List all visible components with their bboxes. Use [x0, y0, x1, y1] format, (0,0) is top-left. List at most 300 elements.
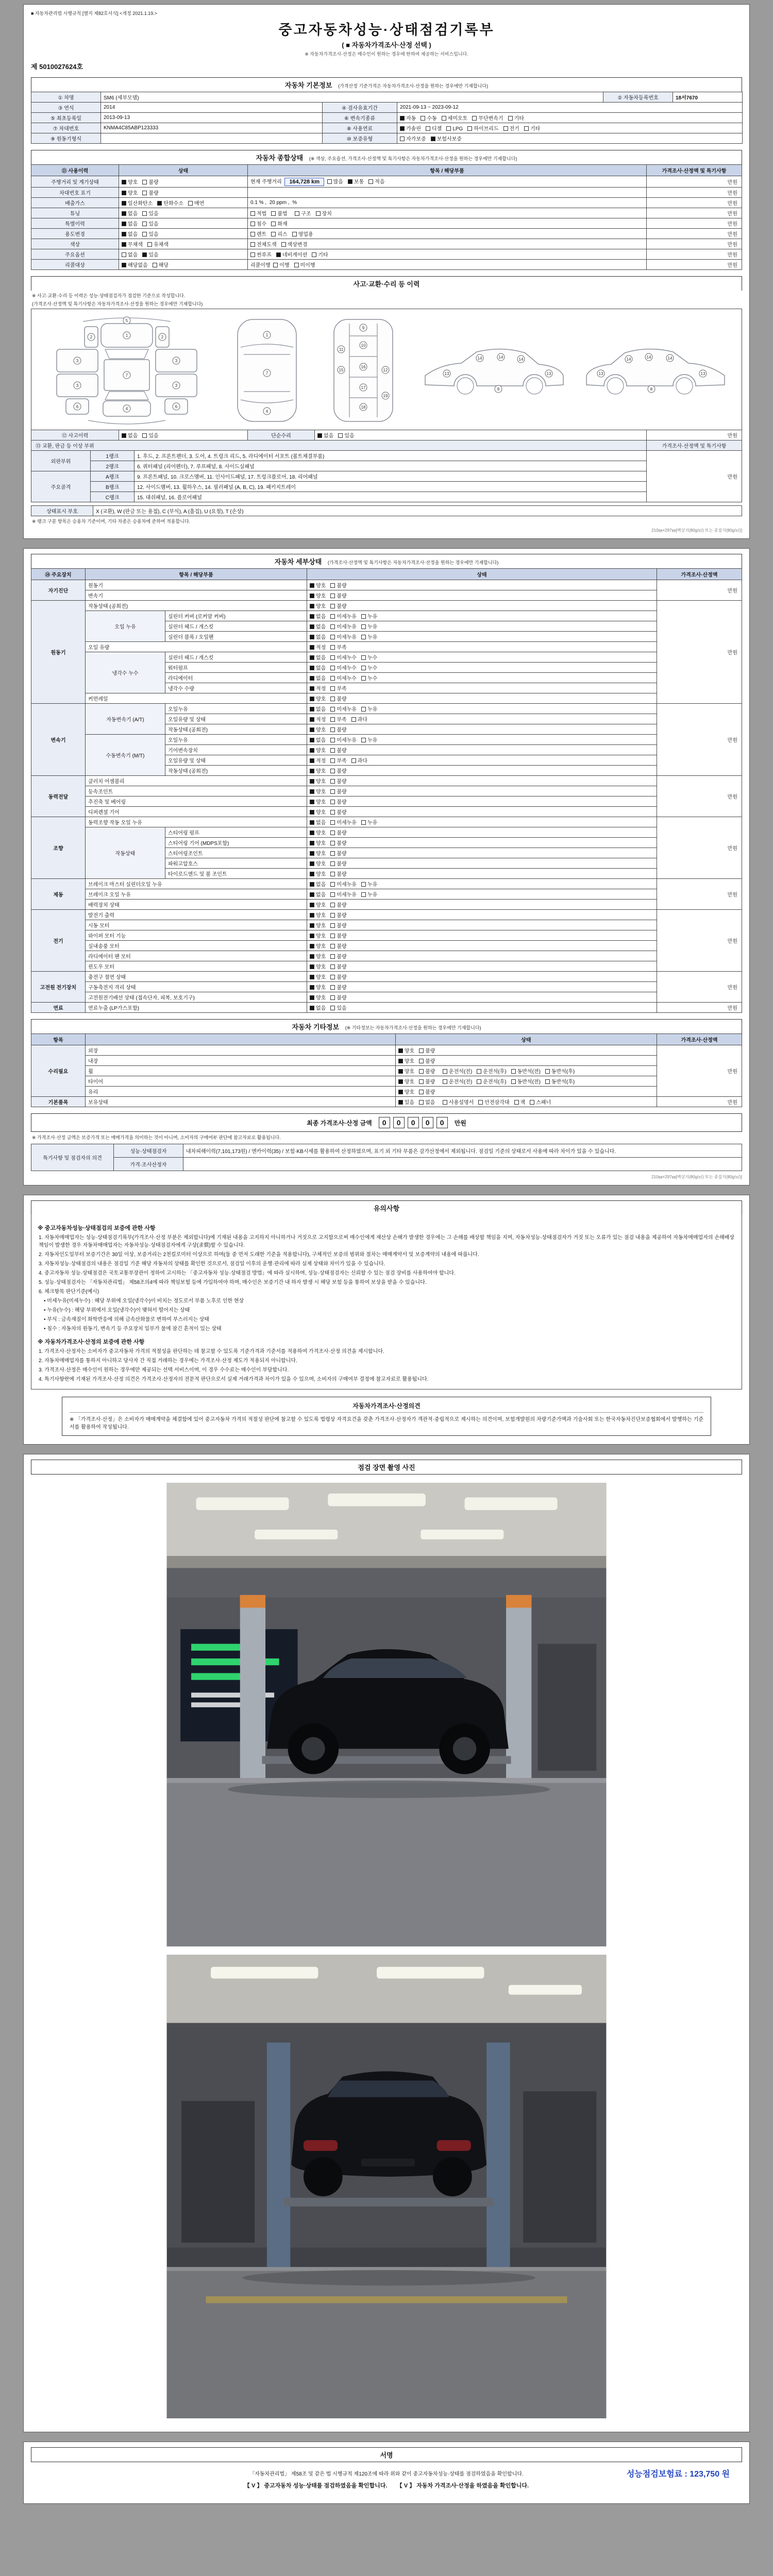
- checkbox-없음[interactable]: 없음: [310, 736, 326, 743]
- checkbox-전체도색[interactable]: 전체도색: [250, 240, 277, 248]
- state-cell: [307, 961, 657, 972]
- item-label: 고전원전기배선 상태 (접속단자, 피복, 보호기구): [86, 992, 307, 1003]
- rank-label: 2랭크: [91, 461, 135, 471]
- checkbox-미세누유[interactable]: 미세누유: [330, 705, 357, 713]
- item-label: 오일누유: [165, 735, 307, 745]
- checkbox-구조[interactable]: 구조: [295, 209, 311, 217]
- checkbox-불량[interactable]: 불량: [330, 942, 346, 950]
- svg-text:3: 3: [76, 383, 78, 388]
- checkbox-미세누수[interactable]: 미세누수: [330, 674, 357, 682]
- checkbox-누유[interactable]: 누유: [361, 705, 377, 713]
- checkbox-불량[interactable]: 불량: [330, 767, 346, 774]
- item-label: 기어변속장치: [165, 745, 307, 755]
- checkbox-box-icon: [122, 232, 126, 236]
- checkbox-불량[interactable]: 불량: [330, 911, 346, 919]
- checkbox-양호[interactable]: 양호: [398, 1077, 414, 1085]
- checkbox-양호[interactable]: 양호: [310, 849, 326, 857]
- checkbox-해당[interactable]: 해당: [153, 261, 169, 268]
- checkbox-box-icon: [310, 934, 314, 938]
- document-number: 제 5010027624호: [31, 63, 83, 71]
- checkbox-동반석(후)[interactable]: 동반석(후): [545, 1077, 575, 1085]
- checkbox-불량[interactable]: 불량: [330, 973, 346, 980]
- checkbox-양호[interactable]: 양호: [310, 911, 326, 919]
- checkbox-양호[interactable]: 양호: [310, 931, 326, 939]
- checkbox-양호[interactable]: 양호: [398, 1046, 414, 1054]
- checkbox-침수[interactable]: 침수: [250, 219, 266, 227]
- checkbox-불량[interactable]: 불량: [330, 808, 346, 816]
- checkbox-box-icon: [443, 1069, 447, 1074]
- amount-cell: 만원: [647, 218, 742, 229]
- checkbox-수동[interactable]: 수동: [421, 114, 436, 122]
- checkbox-유채색[interactable]: 유채색: [147, 240, 169, 248]
- checkbox-box-icon: [477, 1079, 481, 1084]
- items-cell: [248, 188, 647, 198]
- checkbox-불량[interactable]: 불량: [330, 828, 346, 836]
- checkbox-누수[interactable]: 누수: [361, 674, 377, 682]
- checkbox-없음[interactable]: 없음: [419, 1098, 435, 1106]
- state-cell: [307, 601, 657, 611]
- checkbox-없음[interactable]: 없음: [310, 1004, 326, 1011]
- checkbox-운전석(전)[interactable]: 운전석(전): [443, 1067, 472, 1075]
- checkbox-양호[interactable]: 양호: [398, 1088, 414, 1095]
- opinion-label: 특기사항 및 점검자의 의견: [31, 1144, 114, 1171]
- checkbox-탄화수소[interactable]: 탄화수소: [157, 199, 183, 207]
- svg-text:8: 8: [650, 387, 653, 392]
- checkbox-box-icon: [310, 583, 314, 588]
- checkbox-불량[interactable]: 불량: [330, 901, 346, 908]
- item-label: 추진축 및 베어링: [86, 796, 307, 807]
- detail-row: [31, 827, 742, 838]
- checkbox-있음[interactable]: 있음: [398, 1098, 414, 1106]
- section-title-overall: 자동차 종합상태 (※ 색상, 주요옵션, 가격조사·산정액 및 특기사항은 자동차가격조사·산정을 원하는 경우에만 기재합니다): [31, 150, 742, 164]
- checkbox-없음[interactable]: 없음: [122, 250, 138, 258]
- notice-paragraph: 4. 중고자동차 성능·상태점검은 국토교통부장관이 정하여 고시하는 「중고자동차 성능·상태점검 방법」에 따라 실시하며, 성능·상태점검자는 신뢰할 수 있는 점검 장비를 사용하여야 합니다.: [39, 1270, 456, 1276]
- detail-row: [31, 972, 742, 982]
- checkbox-미세누유[interactable]: 미세누유: [330, 736, 357, 743]
- checkbox-box-icon: [250, 252, 255, 257]
- device-label: 기본품목: [31, 1097, 86, 1107]
- checkbox-box-icon: [330, 758, 335, 763]
- checkbox-미세누수[interactable]: 미세누수: [330, 664, 357, 671]
- checkbox-없음[interactable]: 없음: [310, 890, 326, 898]
- checkbox-자동[interactable]: 자동: [400, 114, 416, 122]
- item-label: 구동축전지 격리 상태: [86, 982, 307, 992]
- checkbox-양호[interactable]: 양호: [310, 581, 326, 589]
- svg-text:19: 19: [383, 394, 388, 398]
- checkbox-불량[interactable]: 불량: [330, 962, 346, 970]
- checkbox-부족[interactable]: 부족: [330, 643, 346, 651]
- detail-row: [31, 693, 742, 704]
- rank-items: 12. 사이드멤버, 13. 휠하우스, 14. 필러패널 (A, B, C), 19. 패키지트레이: [135, 482, 647, 492]
- checkbox-없음[interactable]: 없음: [122, 431, 138, 439]
- checkbox-box-icon: [310, 820, 314, 825]
- checkbox-box-icon: [400, 126, 405, 131]
- state-cell: [307, 992, 657, 1003]
- checkbox-box-icon: [330, 903, 335, 907]
- checkbox-무채색[interactable]: 무채색: [122, 240, 143, 248]
- checkbox-양호[interactable]: 양호: [310, 973, 326, 980]
- checkbox-box-icon: [310, 645, 314, 650]
- checkbox-box-icon: [330, 727, 335, 732]
- checkbox-운전석(후)[interactable]: 운전석(후): [477, 1067, 506, 1075]
- checkbox-영업용[interactable]: 영업용: [292, 230, 313, 238]
- checkbox-box-icon: [310, 810, 314, 815]
- amount-cell: 만원: [647, 239, 742, 249]
- checkbox-불량[interactable]: 불량: [330, 694, 346, 702]
- checkbox-없음[interactable]: 없음: [310, 612, 326, 620]
- checkbox-매연[interactable]: 매연: [188, 199, 204, 207]
- price-digit: 0: [436, 1117, 448, 1128]
- checkbox-box-icon: [310, 655, 314, 660]
- checkbox-불량[interactable]: 불량: [330, 798, 346, 805]
- checkbox-없음[interactable]: 없음: [310, 622, 326, 630]
- checkbox-화재[interactable]: 화재: [271, 219, 287, 227]
- checkbox-가솔린[interactable]: 가솔린: [400, 124, 421, 132]
- checkbox-box-icon: [330, 800, 335, 804]
- checkbox-불량[interactable]: 불량: [419, 1046, 435, 1054]
- price-digit: 0: [422, 1117, 433, 1128]
- checkbox-box-icon: [142, 222, 147, 226]
- item-label: 원동기: [86, 580, 307, 590]
- svg-text:1: 1: [125, 333, 128, 338]
- checkbox-box-icon: [122, 252, 126, 257]
- device-label: 원동기: [31, 601, 86, 704]
- checkbox-양호[interactable]: 양호: [122, 189, 138, 196]
- checkbox-없음[interactable]: 없음: [310, 674, 326, 682]
- checkbox-box-icon: [122, 263, 126, 267]
- checkbox-없음[interactable]: 없음: [122, 230, 138, 238]
- checkbox-box-icon: [327, 179, 332, 184]
- amount-cell: 만원: [657, 1045, 742, 1097]
- checkbox-부족[interactable]: 부족: [330, 756, 346, 764]
- checkbox-box-icon: [351, 717, 356, 722]
- regulation-note: ■ 자동차관리법 시행규칙 [별지 제82호서식] <개정 2021.1.19.>: [31, 11, 157, 16]
- checkbox-전기[interactable]: 전기: [503, 124, 519, 132]
- amount-cell: 만원: [647, 260, 742, 270]
- checkbox-장치[interactable]: 장치: [316, 209, 332, 217]
- checkbox-미세누유[interactable]: 미세누유: [330, 622, 357, 630]
- checkbox-box-icon: [330, 655, 335, 660]
- checkbox-누유[interactable]: 누유: [361, 736, 377, 743]
- checkbox-누유[interactable]: 누유: [361, 633, 377, 640]
- field-label-fuel: ⑧ 사용연료: [323, 123, 397, 133]
- checkbox-불량[interactable]: 불량: [330, 725, 346, 733]
- checkbox-적정[interactable]: 적정: [310, 715, 326, 723]
- notice-heading: ※ 자동차가격조사·산정의 보증에 관한 사항: [38, 1339, 145, 1345]
- checkbox-불량[interactable]: 불량: [330, 859, 346, 867]
- checkbox-양호[interactable]: 양호: [310, 983, 326, 991]
- checkbox-불량[interactable]: 불량: [419, 1088, 435, 1095]
- checkbox-잭[interactable]: 잭: [514, 1098, 526, 1106]
- checkbox-불량[interactable]: 불량: [330, 921, 346, 929]
- checkbox-미세누수[interactable]: 미세누수: [330, 653, 357, 661]
- checkbox-양호[interactable]: 양호: [310, 787, 326, 795]
- checkbox-적정[interactable]: 적정: [310, 684, 326, 692]
- checkbox-보험사보증[interactable]: 보험사보증: [431, 134, 462, 142]
- checkbox-양호[interactable]: 양호: [310, 828, 326, 836]
- rank-row: [31, 492, 742, 502]
- checkbox-box-icon: [477, 1069, 481, 1074]
- history-label: ⑫ 사고이력: [31, 430, 119, 440]
- checkbox-불량[interactable]: 불량: [330, 581, 346, 589]
- items-cell: [248, 229, 647, 239]
- state-cell: [307, 817, 657, 827]
- checkbox-미세누유[interactable]: 미세누유: [330, 890, 357, 898]
- checkbox-미세누유[interactable]: 미세누유: [330, 633, 357, 640]
- checkbox-양호[interactable]: 양호: [310, 746, 326, 754]
- checkbox-불량[interactable]: 불량: [330, 931, 346, 939]
- checkbox-디젤[interactable]: 디젤: [426, 124, 442, 132]
- overall-row: [31, 260, 742, 270]
- checkbox-많음[interactable]: 많음: [327, 177, 343, 185]
- checkbox-누수[interactable]: 누수: [361, 664, 377, 671]
- detail-row: [31, 920, 742, 930]
- item-label: 브레이크 마스터 실린더오일 누유: [86, 879, 307, 889]
- checkbox-box-icon: [147, 242, 152, 247]
- checkbox-운전석(전)[interactable]: 운전석(전): [443, 1077, 472, 1085]
- checkbox-누유[interactable]: 누유: [361, 890, 377, 898]
- checkbox-미세누유[interactable]: 미세누유: [330, 612, 357, 620]
- checkbox-적음[interactable]: 적음: [368, 177, 384, 185]
- checkbox-box-icon: [545, 1079, 550, 1084]
- items-cell: [248, 249, 647, 260]
- checkbox-양호[interactable]: 양호: [398, 1057, 414, 1064]
- checkbox-없음[interactable]: 없음: [310, 880, 326, 888]
- detail-row: [31, 611, 742, 621]
- checkbox-양호[interactable]: 양호: [310, 942, 326, 950]
- checkbox-안전삼각대[interactable]: 안전삼각대: [478, 1098, 509, 1106]
- checkbox-불량[interactable]: 불량: [330, 787, 346, 795]
- checkbox-양호[interactable]: 양호: [310, 921, 326, 929]
- checkbox-불량[interactable]: 불량: [330, 993, 346, 1001]
- checkbox-있음[interactable]: 있음: [142, 230, 158, 238]
- field-label-inspection: ④ 검사유효기간: [323, 103, 397, 113]
- legend-note: ※ 랭크 구분 항목은 승용차 기준이며, 기타 차종은 승용차에 준하여 적용합니다.: [32, 519, 191, 524]
- checkbox-box-icon: [330, 975, 335, 979]
- checkbox-양호[interactable]: 양호: [310, 901, 326, 908]
- checkbox-양호[interactable]: 양호: [310, 993, 326, 1001]
- checkbox-불량[interactable]: 불량: [330, 777, 346, 785]
- item-label: 파워고압호스: [165, 858, 307, 869]
- checkbox-하이브리드[interactable]: 하이브리드: [467, 124, 498, 132]
- checkbox-불량[interactable]: 불량: [330, 602, 346, 609]
- checkbox-불량[interactable]: 불량: [419, 1077, 435, 1085]
- accident-history-row: [31, 430, 742, 440]
- checkbox-box-icon: [330, 810, 335, 815]
- checkbox-렌트[interactable]: 렌트: [250, 230, 266, 238]
- checkbox-미세누유[interactable]: 미세누유: [330, 818, 357, 826]
- checkbox-양호[interactable]: 양호: [310, 725, 326, 733]
- svg-text:8: 8: [497, 387, 500, 392]
- checkbox-box-icon: [361, 738, 366, 742]
- checkbox-box-icon: [310, 748, 314, 753]
- checkbox-누유[interactable]: 누유: [361, 612, 377, 620]
- checkbox-box-icon: [122, 191, 126, 195]
- checkbox-없음[interactable]: 없음: [122, 209, 138, 217]
- checkbox-세미오토[interactable]: 세미오토: [442, 114, 468, 122]
- checkbox-적정[interactable]: 적정: [310, 756, 326, 764]
- checkbox-없음[interactable]: 없음: [310, 818, 326, 826]
- checkbox-불량[interactable]: 불량: [330, 870, 346, 877]
- checkbox-불량[interactable]: 불량: [330, 983, 346, 991]
- amount-cell: 만원: [657, 910, 742, 972]
- checkbox-없음[interactable]: 없음: [310, 705, 326, 713]
- checkbox-동반석(후)[interactable]: 동반석(후): [545, 1067, 575, 1075]
- checkbox-양호[interactable]: 양호: [310, 767, 326, 774]
- checkbox-양호[interactable]: 양호: [310, 602, 326, 609]
- checkbox-box-icon: [310, 727, 314, 732]
- checkbox-불량[interactable]: 불량: [419, 1057, 435, 1064]
- checkbox-누수[interactable]: 누수: [361, 653, 377, 661]
- checkbox-box-icon: [310, 831, 314, 835]
- checkbox-자가보증[interactable]: 자가보증: [400, 134, 426, 142]
- checkbox-누유[interactable]: 누유: [361, 622, 377, 630]
- checkbox-양호[interactable]: 양호: [310, 777, 326, 785]
- notice-paragraph: 2. 자동차인도일부터 보증기간은 30일 이상, 보증거리는 2천킬로미터 이상으로 하며(둘 중 먼저 도래한 기준을 적용합니다), 구체적인 보증의 범위와 절차는 매매계약서 및 보증계약의 내용에 따릅니다.: [39, 1252, 479, 1258]
- checkbox-있음[interactable]: 있음: [338, 431, 354, 439]
- checkbox-불량[interactable]: 불량: [330, 952, 346, 960]
- checkbox-box-icon: [310, 738, 314, 742]
- checkbox-부족[interactable]: 부족: [330, 684, 346, 692]
- svg-text:14: 14: [518, 357, 524, 362]
- checkbox-부족[interactable]: 부족: [330, 715, 346, 723]
- sub-label: 오일 누유: [86, 611, 165, 642]
- checkbox-누유[interactable]: 누유: [361, 880, 377, 888]
- checkbox-box-icon: [310, 923, 314, 928]
- checkbox-양호[interactable]: 양호: [310, 870, 326, 877]
- checkbox-동반석(전)[interactable]: 동반석(전): [511, 1067, 541, 1075]
- notice-paragraph: • 미세누유(미세누수) : 해당 부위에 오일(냉각수)이 비치는 정도로서 부품 노후로 인한 현상: [39, 1298, 244, 1304]
- checkbox-리스[interactable]: 리스: [271, 230, 287, 238]
- checkbox-없음[interactable]: 없음: [310, 633, 326, 640]
- field-value-car-name: SM6 (세부모델): [101, 92, 603, 103]
- checkbox-box-icon: [330, 686, 335, 691]
- svg-text:18: 18: [361, 405, 366, 410]
- row-label: 튜닝: [31, 208, 119, 218]
- checkbox-불량[interactable]: 불량: [419, 1067, 435, 1075]
- checkbox-일산화탄소[interactable]: 일산화탄소: [122, 199, 153, 207]
- checkbox-불법[interactable]: 불법: [271, 209, 287, 217]
- detail-row: [31, 807, 742, 817]
- checkbox-기타[interactable]: 기타: [508, 114, 524, 122]
- device-label: 자기진단: [31, 580, 86, 601]
- rank-row: [31, 451, 742, 461]
- notice-paragraph: • 누유(누수) : 해당 부위에서 오일(냉각수)이 맺혀서 떨어지는 상태: [39, 1308, 190, 1313]
- checkbox-양호[interactable]: 양호: [310, 591, 326, 599]
- checkbox-box-icon: [330, 851, 335, 856]
- checkbox-양호[interactable]: 양호: [310, 952, 326, 960]
- checkbox-이행[interactable]: 이행: [273, 261, 289, 268]
- checkbox-썬루프[interactable]: 썬루프: [250, 250, 272, 258]
- row-label: 리콜대상: [31, 260, 119, 270]
- checkbox-있음[interactable]: 있음: [142, 250, 158, 258]
- checkbox-미이행[interactable]: 미이행: [294, 261, 315, 268]
- checkbox-양호[interactable]: 양호: [122, 178, 138, 185]
- checkbox-불량[interactable]: 불량: [142, 189, 158, 196]
- notice-paragraph: 3. 가격조사·산정은 매수인이 원하는 경우에만 제공되는 선택 서비스이며, 이 경우 수수료는 매수인이 부담합니다.: [39, 1367, 289, 1373]
- page-subtitle: ( ■ 자동차가격조사·산정 선택 ): [342, 41, 431, 49]
- state-cell: [395, 1097, 657, 1107]
- checkbox-미세누유[interactable]: 미세누유: [330, 880, 357, 888]
- field-value-vin: KNMA4C85ABP123333: [101, 123, 323, 133]
- panel-sign: [23, 2442, 750, 2504]
- state-cell: [307, 611, 657, 621]
- svg-text:13: 13: [598, 371, 603, 376]
- checkbox-box-icon: [310, 975, 314, 979]
- detail-row: [31, 786, 742, 796]
- rank-label: B랭크: [91, 482, 135, 492]
- checkbox-box-icon: [368, 179, 373, 184]
- checkbox-불량[interactable]: 불량: [330, 591, 346, 599]
- checkbox-적법[interactable]: 적법: [250, 209, 266, 217]
- checkbox-box-icon: [398, 1059, 403, 1063]
- checkbox-과다[interactable]: 과다: [351, 715, 367, 723]
- detail-row: [31, 1066, 742, 1076]
- checkbox-양호[interactable]: 양호: [398, 1067, 414, 1075]
- checkbox-없음[interactable]: 없음: [122, 219, 138, 227]
- checkbox-LPG[interactable]: LPG: [446, 126, 463, 132]
- detail-row: [31, 1087, 742, 1097]
- checkbox-box-icon: [276, 252, 281, 257]
- checkbox-네비게이션[interactable]: 네비게이션: [276, 250, 307, 258]
- checkbox-없음[interactable]: 없음: [317, 431, 333, 439]
- checkbox-box-icon: [295, 211, 299, 216]
- checkbox-무단변속기[interactable]: 무단변속기: [472, 114, 503, 122]
- notice-paragraph: • 부식 : 금속재질이 화학반응에 의해 금속산화물로 변하여 부스러지는 상태: [39, 1317, 210, 1323]
- checkbox-box-icon: [310, 872, 314, 876]
- checkbox-사용설명서[interactable]: 사용설명서: [443, 1098, 474, 1106]
- checkbox-불량[interactable]: 불량: [330, 849, 346, 857]
- item-label: 브레이크 오일 누유: [86, 889, 307, 900]
- checkbox-양호[interactable]: 양호: [310, 962, 326, 970]
- checkbox-양호[interactable]: 양호: [310, 839, 326, 846]
- checkbox-기타[interactable]: 기타: [524, 124, 540, 132]
- checkbox-동반석(전)[interactable]: 동반석(전): [511, 1077, 541, 1085]
- checkbox-해당없음[interactable]: 해당없음: [122, 261, 148, 268]
- checkbox-기타[interactable]: 기타: [312, 250, 328, 258]
- checkbox-없음[interactable]: 없음: [310, 653, 326, 661]
- checkbox-양호[interactable]: 양호: [310, 798, 326, 805]
- checkbox-box-icon: [122, 242, 126, 247]
- checkbox-누유[interactable]: 누유: [361, 818, 377, 826]
- checkbox-box-icon: [330, 707, 335, 711]
- checkbox-box-icon: [330, 861, 335, 866]
- checkbox-색상변경[interactable]: 색상변경: [281, 240, 308, 248]
- checkbox-양호[interactable]: 양호: [310, 694, 326, 702]
- checkbox-있음[interactable]: 있음: [142, 219, 158, 227]
- checkbox-box-icon: [271, 232, 276, 236]
- checkbox-양호[interactable]: 양호: [310, 808, 326, 816]
- checkbox-불량[interactable]: 불량: [330, 839, 346, 846]
- car-diagram-area: [31, 309, 742, 430]
- checkbox-있음[interactable]: 있음: [330, 1004, 346, 1011]
- item-label: 실린더 헤드 / 개스킷: [165, 621, 307, 632]
- checkbox-box-icon: [310, 624, 314, 629]
- checkbox-없음[interactable]: 없음: [310, 664, 326, 671]
- device-label: 연료: [31, 1003, 86, 1013]
- checkbox-운전석(후)[interactable]: 운전석(후): [477, 1077, 506, 1085]
- checkbox-스패너[interactable]: 스패너: [530, 1098, 551, 1106]
- checkbox-과다[interactable]: 과다: [351, 756, 367, 764]
- checkbox-양호[interactable]: 양호: [310, 859, 326, 867]
- svg-text:14: 14: [626, 357, 631, 362]
- checkbox-있음[interactable]: 있음: [142, 431, 158, 439]
- checkbox-불량[interactable]: 불량: [142, 178, 158, 185]
- checkbox-불량[interactable]: 불량: [330, 746, 346, 754]
- checkbox-보통[interactable]: 보통: [348, 177, 364, 185]
- checkbox-적정[interactable]: 적정: [310, 643, 326, 651]
- checkbox-있음[interactable]: 있음: [142, 209, 158, 217]
